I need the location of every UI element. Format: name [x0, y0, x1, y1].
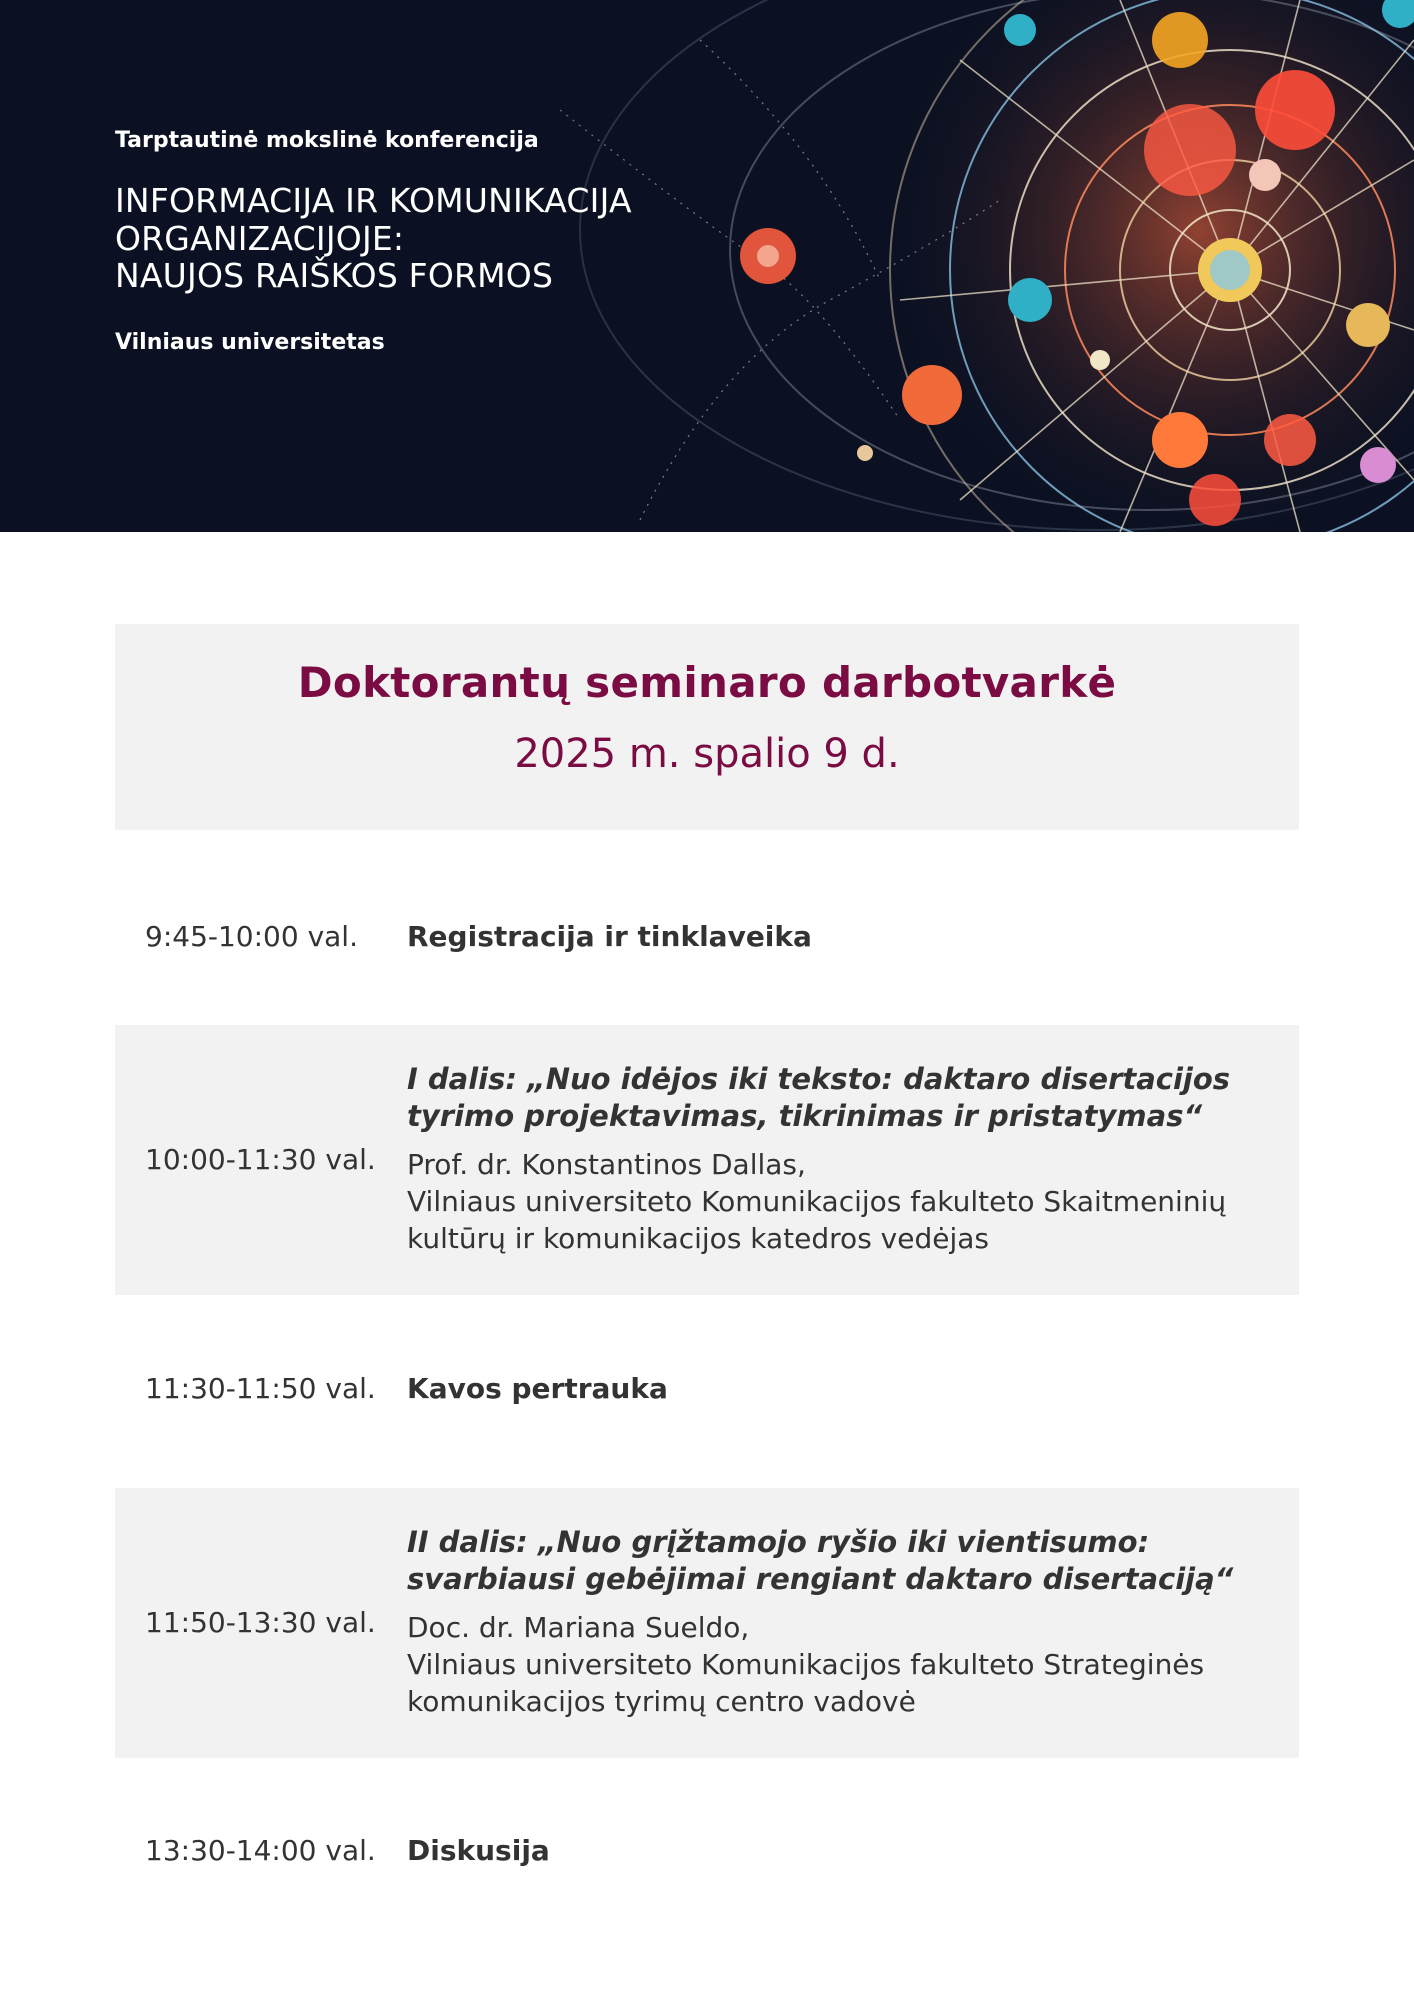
speaker-name: Prof. dr. Konstantinos Dallas,	[407, 1148, 806, 1182]
agenda-row	[115, 1025, 1299, 1295]
speaker-role: Vilniaus universiteto Komunikacijos fakulteto Strateginės komunikacijos tyrimų centro vadovė	[407, 1647, 1205, 1718]
agenda-session	[407, 1524, 1277, 1721]
session-title: II dalis: „Nuo grįžtamojo ryšio iki vientisumo: svarbiausi gebėjimai rengiant daktaro disertaciją“	[407, 1525, 1234, 1597]
conference-title-line: INFORMACIJA IR KOMUNIKACIJA	[115, 181, 632, 221]
speaker-role: Vilniaus universiteto Komunikacijos fakulteto Skaitmeninių kultūrų ir komunikacijos katedros vedėjas	[407, 1184, 1227, 1255]
agenda-title: Doktorantų seminaro darbotvarkė	[297, 658, 1117, 707]
agenda-time: 10:00-11:30 val.	[145, 1143, 376, 1176]
agenda-time: 13:30-14:00 val.	[145, 1834, 376, 1867]
conference-type: Tarptautinė mokslinė konferencija	[115, 128, 539, 153]
host-institution: Vilniaus universitetas	[115, 330, 385, 356]
agenda-item	[407, 1372, 1277, 1405]
agenda-session	[407, 1061, 1277, 1258]
agenda-item	[407, 1834, 1277, 1867]
agenda-row	[115, 898, 1299, 978]
session-title: I dalis: „Nuo idėjos iki teksto: daktaro disertacijos tyrimo projektavimas, tikrinimas ir pristatymas“	[407, 1062, 1231, 1134]
conference-banner	[0, 0, 1414, 532]
agenda-heading	[115, 624, 1299, 830]
agenda-row	[115, 1350, 1299, 1430]
agenda-time: 9:45-10:00 val.	[145, 920, 358, 953]
agenda-date: 2025 m. spalio 9 d.	[514, 731, 900, 777]
agenda-time: 11:50-13:30 val.	[145, 1606, 376, 1639]
agenda-time: 11:30-11:50 val.	[145, 1372, 376, 1405]
conference-title-line: ORGANIZACIJOJE:	[115, 218, 405, 258]
banner-text-block	[115, 128, 755, 357]
agenda-item	[407, 920, 1277, 953]
agenda-item-text: Registracija ir tinklaveika	[407, 920, 812, 953]
conference-title	[115, 182, 755, 294]
agenda-row	[115, 1812, 1299, 1892]
agenda-row	[115, 1488, 1299, 1758]
speaker-name: Doc. dr. Mariana Sueldo,	[407, 1611, 750, 1645]
agenda-item-text: Kavos pertrauka	[407, 1372, 668, 1405]
conference-title-line: NAUJOS RAIŠKOS FORMOS	[115, 255, 554, 295]
agenda-item-text: Diskusija	[407, 1834, 550, 1867]
